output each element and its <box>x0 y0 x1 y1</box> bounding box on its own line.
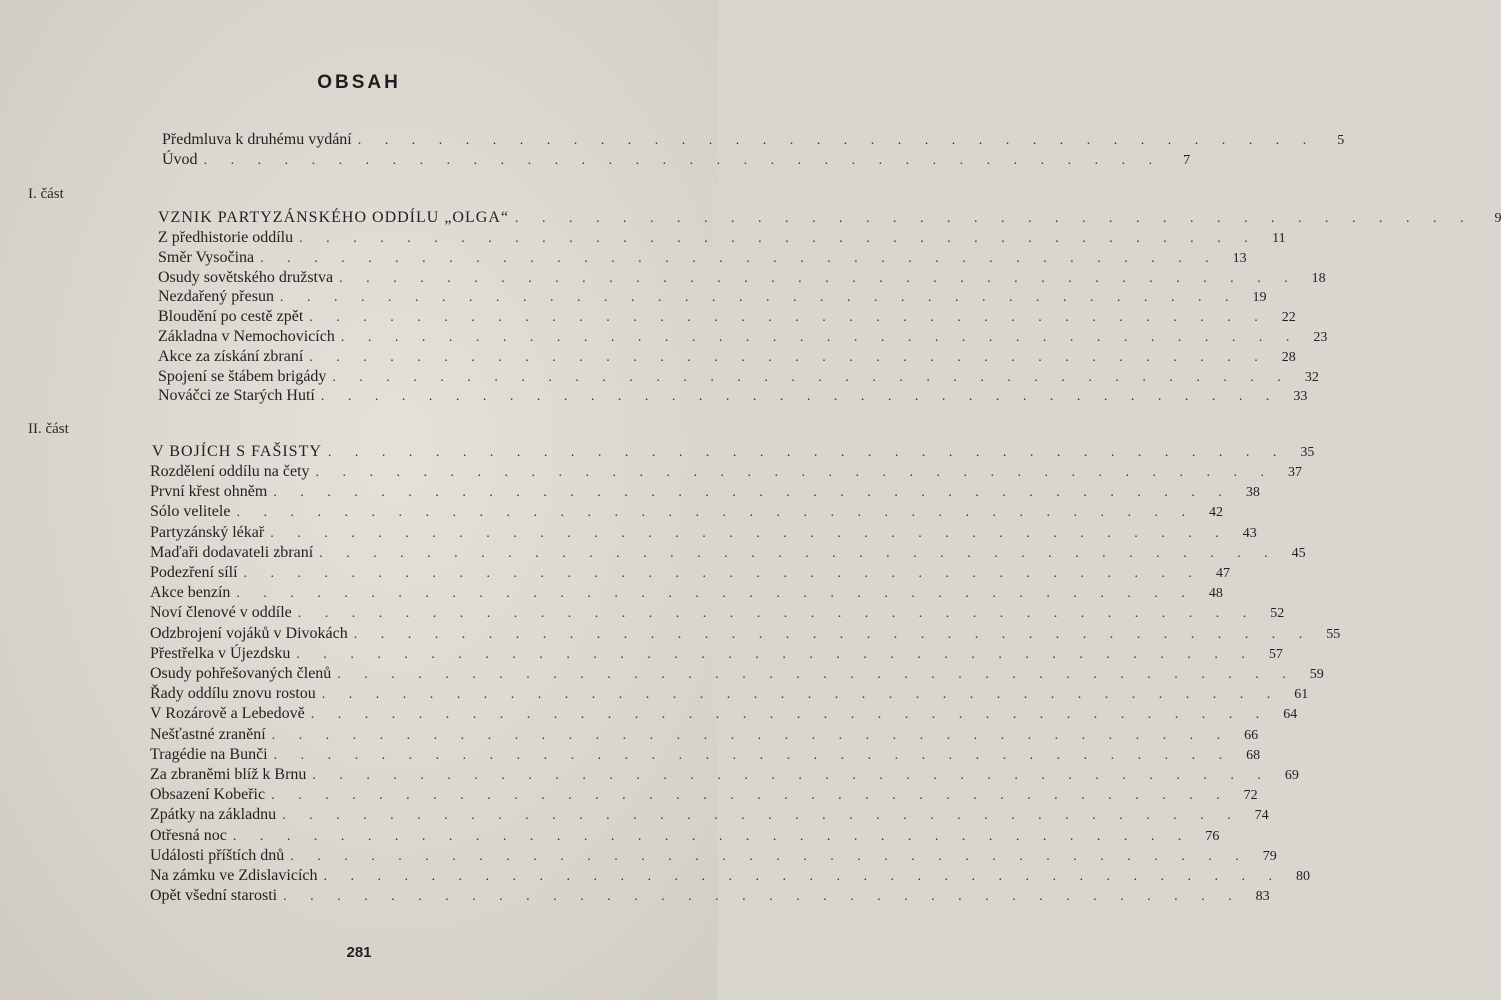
dot-leader: . . . . . . . . . . . . . . . . . . . . . . . . . . . . . . . . . . . . <box>340 330 1300 345</box>
toc-entry <box>150 482 1260 502</box>
dot-leader: . . . . . . . . . . . . . . . . . . . . . . . . . . . . . . . . . . . . <box>337 667 1296 682</box>
toc-entry-title: Maďaři dodavateli zbraní <box>150 543 314 561</box>
dot-leader: . . . . . . . . . . . . . . . . . . . . . . . . . . . . . . . . . . . . <box>283 889 1242 905</box>
toc-page-number: 7 <box>1183 153 1191 168</box>
toc-page-number: 23 <box>1313 330 1328 345</box>
dot-leader: . . . . . . . . . . . . . . . . . . . . . . . . . . . . . . . . . . . . <box>297 606 1257 622</box>
dot-leader: . . . . . . . . . . . . . . . . . . . . . . . . . . . . . . . . . . . . <box>273 485 1232 501</box>
toc-entry-title: Nováčci ze Starých Hutí <box>158 387 315 405</box>
toc-page-number: 66 <box>1244 727 1259 743</box>
toc-page-number: 19 <box>1252 290 1267 306</box>
toc-entry-title: Zpátky na základnu <box>150 806 277 824</box>
dot-leader: . . . . . . . . . . . . . . . . . . . . . . . . . . . . . . . . . . . . <box>319 545 1278 561</box>
toc-page-number: 48 <box>1208 586 1223 602</box>
toc-entry-title: Osudy pohřešovaných členů <box>150 665 332 682</box>
toc-entry-title: Akce benzín <box>150 584 231 602</box>
toc-page-number: 28 <box>1281 349 1296 365</box>
dot-leader: . . . . . . . . . . . . . . . . . . . . . . . . . . . . . . . . . . . . <box>339 270 1298 286</box>
dot-leader: . . . . . . . . . . . . . . . . . . . . . . . . . . . . . . . . . . . . <box>270 525 1229 541</box>
toc-entry-title: Tragédie na Bunči <box>150 745 268 763</box>
toc-page-number: 42 <box>1208 505 1223 521</box>
toc-page-number: 69 <box>1284 768 1299 783</box>
toc-page-number: 47 <box>1216 566 1231 581</box>
toc-entry <box>150 502 1223 522</box>
toc-entry-title: Rozdělení oddílu na čety <box>150 463 310 480</box>
dot-leader: . . . . . . . . . . . . . . . . . . . . . . . . . . . . . . . . . . . . <box>327 445 1287 460</box>
toc-entry-title: Otřesná noc <box>150 826 227 844</box>
toc-entry <box>150 725 1259 745</box>
toc-page-number: 61 <box>1294 687 1309 703</box>
dot-leader: . . . . . . . . . . . . . . . . . . . . . . . . . . . . . . . . . . . . <box>315 465 1275 480</box>
toc-entry-title: Předmluva k druhému vydání <box>162 131 352 148</box>
toc-entry-title: Akce za získání zbraní <box>158 347 304 365</box>
toc-entry <box>158 327 1328 347</box>
dot-leader: . . . . . . . . . . . . . . . . . . . . . . . . . . . . . . . . . . . . <box>312 768 1271 783</box>
toc-entry <box>150 805 1269 825</box>
toc-entry <box>162 150 1191 170</box>
toc-entry-title: VZNIK PARTYZÁNSKÉHO ODDÍLU „OLGA“ <box>158 209 509 226</box>
toc-entry <box>162 130 1345 150</box>
toc-entry-title: V BOJÍCH S FAŠISTY <box>152 443 322 460</box>
toc-page-number: 32 <box>1304 369 1319 385</box>
page-number: 281 <box>346 944 372 961</box>
toc-entry-title: Události příštích dnů <box>150 846 285 864</box>
toc-entry-title: Osudy sovětského družstva <box>158 268 334 286</box>
toc-entry-title: Podezření sílí <box>150 564 238 581</box>
toc-page-number: 52 <box>1270 606 1285 622</box>
toc-page-number: 38 <box>1245 485 1260 501</box>
toc-section-heading <box>152 442 1315 462</box>
toc-entry <box>150 543 1306 563</box>
dot-leader: . . . . . . . . . . . . . . . . . . . . . . . . . . . . . . . . . . . . <box>323 869 1282 884</box>
toc-entry <box>158 386 1308 406</box>
toc-entry <box>150 765 1299 785</box>
toc-entry-title: Úvod <box>162 151 198 168</box>
dot-leader: . . . . . . . . . . . . . . . . . . . . . . . . . . . . . . . . . . . . <box>357 133 1317 148</box>
dot-leader: . . . . . . . . . . . . . . . . . . . . . . . . . . . . . . . . . . . . <box>260 250 1219 266</box>
toc-page-number: 33 <box>1293 389 1308 405</box>
dot-leader: . . . . . . . . . . . . . . . . . . . . . . . . . . . . . . . . . . . . <box>290 848 1249 864</box>
toc-page-number: 9 <box>1494 211 1501 226</box>
toc-entry-title: Sólo velitele <box>150 503 231 521</box>
toc-page-number: 80 <box>1296 869 1310 884</box>
dot-leader: . . . . . . . . . . . . . . . . . . . . . . . . . . . . . . . . . . . . <box>203 153 1163 168</box>
toc-entry <box>150 583 1223 603</box>
dot-leader: . . . . . . . . . . . . . . . . . . . . . . . . . . . . . . . . . . . . <box>273 747 1233 763</box>
dot-leader: . . . . . . . . . . . . . . . . . . . . . . . . . . . . . . . . . . . . <box>282 808 1241 824</box>
dot-leader: . . . . . . . . . . . . . . . . . . . . . . . . . . . . . . . . . . . . <box>236 505 1195 521</box>
toc-entry <box>150 866 1310 886</box>
toc-page-number: 57 <box>1268 646 1283 662</box>
toc-entry-title: Řady oddílu znovu rostou <box>150 685 316 703</box>
toc-entry-title: Na zámku ve Zdislavicích <box>150 867 318 884</box>
toc-entry <box>150 603 1285 623</box>
toc-entry <box>150 624 1341 644</box>
toc-page-number: 83 <box>1255 889 1270 905</box>
dot-leader: . . . . . . . . . . . . . . . . . . . . . . . . . . . . . . . . . . . . <box>514 211 1474 226</box>
toc-entry <box>158 248 1247 268</box>
toc-entry <box>150 523 1257 543</box>
dot-leader: . . . . . . . . . . . . . . . . . . . . . . . . . . . . . . . . . . . . <box>310 707 1270 723</box>
dot-leader: . . . . . . . . . . . . . . . . . . . . . . . . . . . . . . . . . . . . <box>279 290 1239 306</box>
dot-leader: . . . . . . . . . . . . . . . . . . . . . . . . . . . . . . . . . . . . <box>296 646 1255 662</box>
dot-leader: . . . . . . . . . . . . . . . . . . . . . . . . . . . . . . . . . . . . <box>309 310 1268 326</box>
dot-leader: . . . . . . . . . . . . . . . . . . . . . . . . . . . . . . . . . . . . <box>271 788 1230 804</box>
toc-page-number: 13 <box>1232 250 1247 266</box>
toc-entry <box>150 684 1309 704</box>
toc-page-number: 59 <box>1309 667 1324 682</box>
toc-page-number: 68 <box>1246 747 1261 763</box>
toc-page-number: 11 <box>1272 231 1286 246</box>
toc-entry <box>150 664 1324 684</box>
toc-page-number: 22 <box>1281 310 1296 326</box>
toc-entry <box>150 704 1298 724</box>
toc-page-number: 79 <box>1262 848 1277 864</box>
toc-page-number: 74 <box>1254 808 1269 824</box>
dot-leader: . . . . . . . . . . . . . . . . . . . . . . . . . . . . . . . . . . . . <box>236 586 1195 602</box>
toc-entry-title: Z předhistorie oddílu <box>158 229 294 246</box>
toc-entry-title: Směr Vysočina <box>158 248 255 266</box>
toc-entry-title: Nešťastné zranění <box>150 725 266 743</box>
toc-entry <box>150 462 1303 482</box>
toc-page-number: 64 <box>1283 707 1298 723</box>
toc-entry <box>158 287 1267 307</box>
toc-entry <box>150 745 1261 765</box>
toc-entry <box>150 846 1277 866</box>
dot-leader: . . . . . . . . . . . . . . . . . . . . . . . . . . . . . . . . . . . . <box>232 828 1192 844</box>
toc-entry-title: V Rozárově a Lebedově <box>150 705 305 723</box>
toc-entry <box>158 347 1296 367</box>
toc-entry-title: Nezdařený přesun <box>158 288 274 306</box>
dot-leader: . . . . . . . . . . . . . . . . . . . . . . . . . . . . . . . . . . . . <box>271 727 1231 743</box>
toc-page-number: 72 <box>1243 788 1258 804</box>
toc-page-number: 43 <box>1242 525 1257 541</box>
toc-entry-title: Za zbraněmi blíž k Brnu <box>150 766 307 783</box>
toc-title: OBSAH <box>317 72 401 93</box>
toc-entry <box>150 563 1231 583</box>
toc-entry-title: Obsazení Kobeřic <box>150 786 266 804</box>
toc-page-number: 5 <box>1337 133 1345 148</box>
toc-entry <box>150 886 1270 906</box>
part-label: I. část <box>28 186 64 202</box>
part-label: II. část <box>28 421 69 437</box>
toc-page-number: 18 <box>1311 270 1326 286</box>
toc-entry-title: Přestřelka v Újezdsku <box>150 644 291 662</box>
dot-leader: . . . . . . . . . . . . . . . . . . . . . . . . . . . . . . . . . . . . <box>243 566 1203 581</box>
toc-entry-title: Odzbrojení vojáků v Divokách <box>150 624 348 642</box>
toc-section-heading <box>158 208 1501 228</box>
toc-entry <box>158 307 1296 327</box>
dot-leader: . . . . . . . . . . . . . . . . . . . . . . . . . . . . . . . . . . . . <box>353 626 1313 642</box>
toc-entry <box>150 644 1283 664</box>
toc-entry-title: Opět všední starosti <box>150 887 278 905</box>
toc-entry <box>150 785 1258 805</box>
dot-leader: . . . . . . . . . . . . . . . . . . . . . . . . . . . . . . . . . . . . <box>309 349 1268 365</box>
toc-page-number: 37 <box>1288 465 1303 480</box>
toc-page-number: 55 <box>1326 626 1341 642</box>
dot-leader: . . . . . . . . . . . . . . . . . . . . . . . . . . . . . . . . . . . . <box>332 369 1291 385</box>
toc-entry <box>150 826 1220 846</box>
dot-leader: . . . . . . . . . . . . . . . . . . . . . . . . . . . . . . . . . . . . <box>321 687 1281 703</box>
dot-leader: . . . . . . . . . . . . . . . . . . . . . . . . . . . . . . . . . . . . <box>320 389 1280 405</box>
toc-entry-title: Partyzánský lékař <box>150 523 265 541</box>
toc-page-number: 76 <box>1205 828 1220 844</box>
toc-entry-title: Noví členové v oddíle <box>150 604 292 622</box>
toc-entry <box>158 228 1286 248</box>
toc-page-number: 45 <box>1291 545 1306 561</box>
toc-entry-title: Bloudění po cestě zpět <box>158 308 304 326</box>
toc-entry <box>158 268 1326 288</box>
toc-entry <box>158 367 1319 387</box>
toc-entry-title: První křest ohněm <box>150 483 268 501</box>
dot-leader: . . . . . . . . . . . . . . . . . . . . . . . . . . . . . . . . . . . . <box>299 231 1258 246</box>
toc-entry-title: Spojení se štábem brigády <box>158 367 327 385</box>
toc-entry-title: Základna v Nemochovicích <box>158 328 335 345</box>
toc-page-number: 35 <box>1300 445 1315 460</box>
